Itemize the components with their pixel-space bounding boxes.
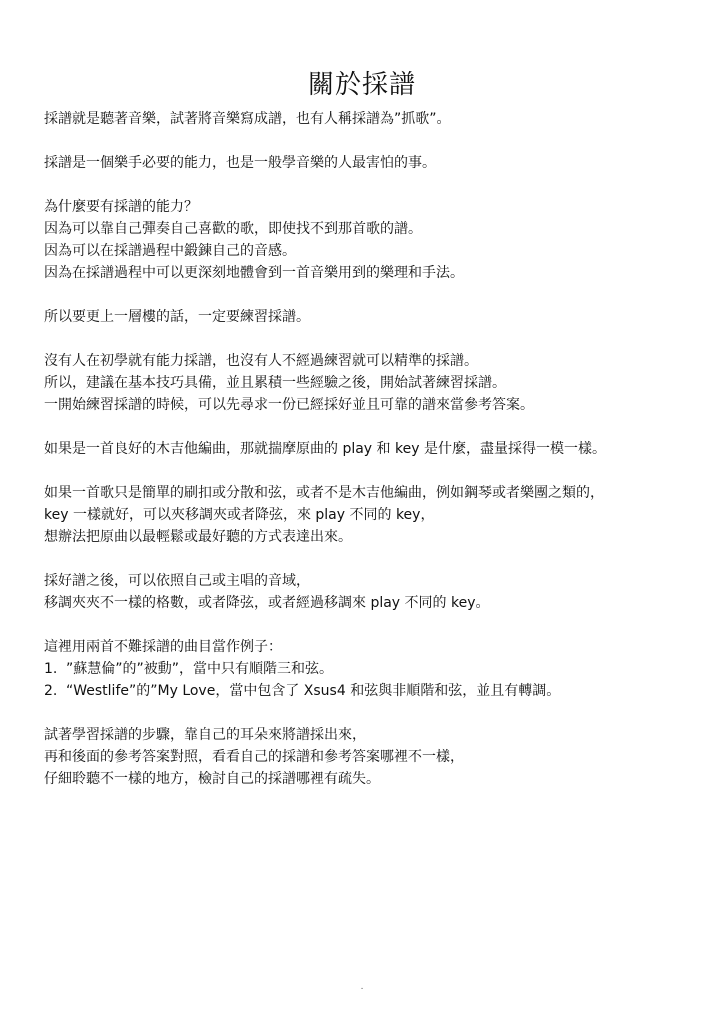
paragraph-examples bbox=[44, 636, 684, 702]
text-line: 一開始練習採譜的時候，可以先尋求一份已經採好並且可靠的譜來當參考答案。 bbox=[44, 397, 534, 413]
document-body bbox=[44, 108, 684, 812]
text-line: 想辦法把原曲以最輕鬆或最好聽的方式表達出來。 bbox=[44, 529, 352, 545]
paragraph-practice bbox=[44, 350, 684, 416]
paragraph-transpose bbox=[44, 570, 684, 614]
text-line: 移調夾夾不一樣的格數，或者降弦，或者經過移調來 play 不同的 key。 bbox=[44, 595, 490, 611]
text-line: 如果一首歌只是簡單的刷扣或分散和弦，或者不是木吉他編曲，例如鋼琴或者樂團之類的， bbox=[44, 485, 604, 501]
text-line: 所以，建議在基本技巧具備，並且累積一些經驗之後，開始試著練習採譜。 bbox=[44, 375, 506, 391]
text-line: 採好譜之後，可以依照自己或主唱的音域， bbox=[44, 573, 310, 589]
list-number: 2. bbox=[44, 683, 58, 699]
list-number: 1. bbox=[44, 661, 58, 677]
text-line: 沒有人在初學就有能力採譜，也沒有人不經過練習就可以精準的採譜。 bbox=[44, 353, 478, 369]
text-line: 所以要更上一層樓的話，一定要練習採譜。 bbox=[44, 309, 310, 325]
text-line: 採譜就是聽著音樂，試著將音樂寫成譜，也有人稱採譜為”抓歌”。 bbox=[44, 111, 451, 127]
examples-list bbox=[44, 658, 684, 702]
paragraph-acoustic bbox=[44, 438, 684, 460]
examples-intro: 這裡用兩首不難採譜的曲目當作例子： bbox=[44, 639, 282, 655]
text-line: 因為在採譜過程中可以更深刻地體會到一首音樂用到的樂理和手法。 bbox=[44, 265, 464, 281]
text-line: 如果是一首良好的木吉他編曲，那就揣摩原曲的 play 和 key 是什麼，盡量採得一模一樣。 bbox=[44, 441, 606, 457]
list-item bbox=[44, 658, 684, 680]
list-item-text: “Westlife”的”My Love，當中包含了 Xsus4 和弦與非順階和弦，並且有轉調。 bbox=[66, 683, 561, 699]
text-line: 因為可以靠自己彈奏自己喜歡的歌，即使找不到那首歌的譜。 bbox=[44, 221, 422, 237]
paragraph-definition bbox=[44, 108, 684, 130]
paragraph-closing bbox=[44, 724, 684, 790]
text-line: 試著學習採譜的步驟，靠自己的耳朵來將譜採出來， bbox=[44, 727, 366, 743]
paragraph-reasons bbox=[44, 196, 684, 284]
text-line: 仔細聆聽不一樣的地方，檢討自己的採譜哪裡有疏失。 bbox=[44, 771, 380, 787]
paragraph-importance bbox=[44, 152, 684, 174]
text-line: 再和後面的參考答案對照，看看自己的採譜和參考答案哪裡不一樣， bbox=[44, 749, 464, 765]
text-line: 採譜是一個樂手必要的能力，也是一般學音樂的人最害怕的事。 bbox=[44, 155, 436, 171]
paragraph-conclusion bbox=[44, 306, 684, 328]
page-footer-mark: . bbox=[360, 982, 364, 992]
page-title: 關於採譜 bbox=[307, 70, 416, 101]
text-line: 因為可以在採譜過程中鍛鍊自己的音感。 bbox=[44, 243, 296, 259]
list-item-text: ”蘇慧倫”的”被動”，當中只有順階三和弦。 bbox=[66, 661, 334, 677]
paragraph-simple-songs bbox=[44, 482, 684, 548]
list-item bbox=[44, 680, 684, 702]
text-line: key 一樣就好，可以夾移調夾或者降弦，來 play 不同的 key， bbox=[44, 507, 435, 523]
text-line: 為什麼要有採譜的能力？ bbox=[44, 199, 198, 215]
